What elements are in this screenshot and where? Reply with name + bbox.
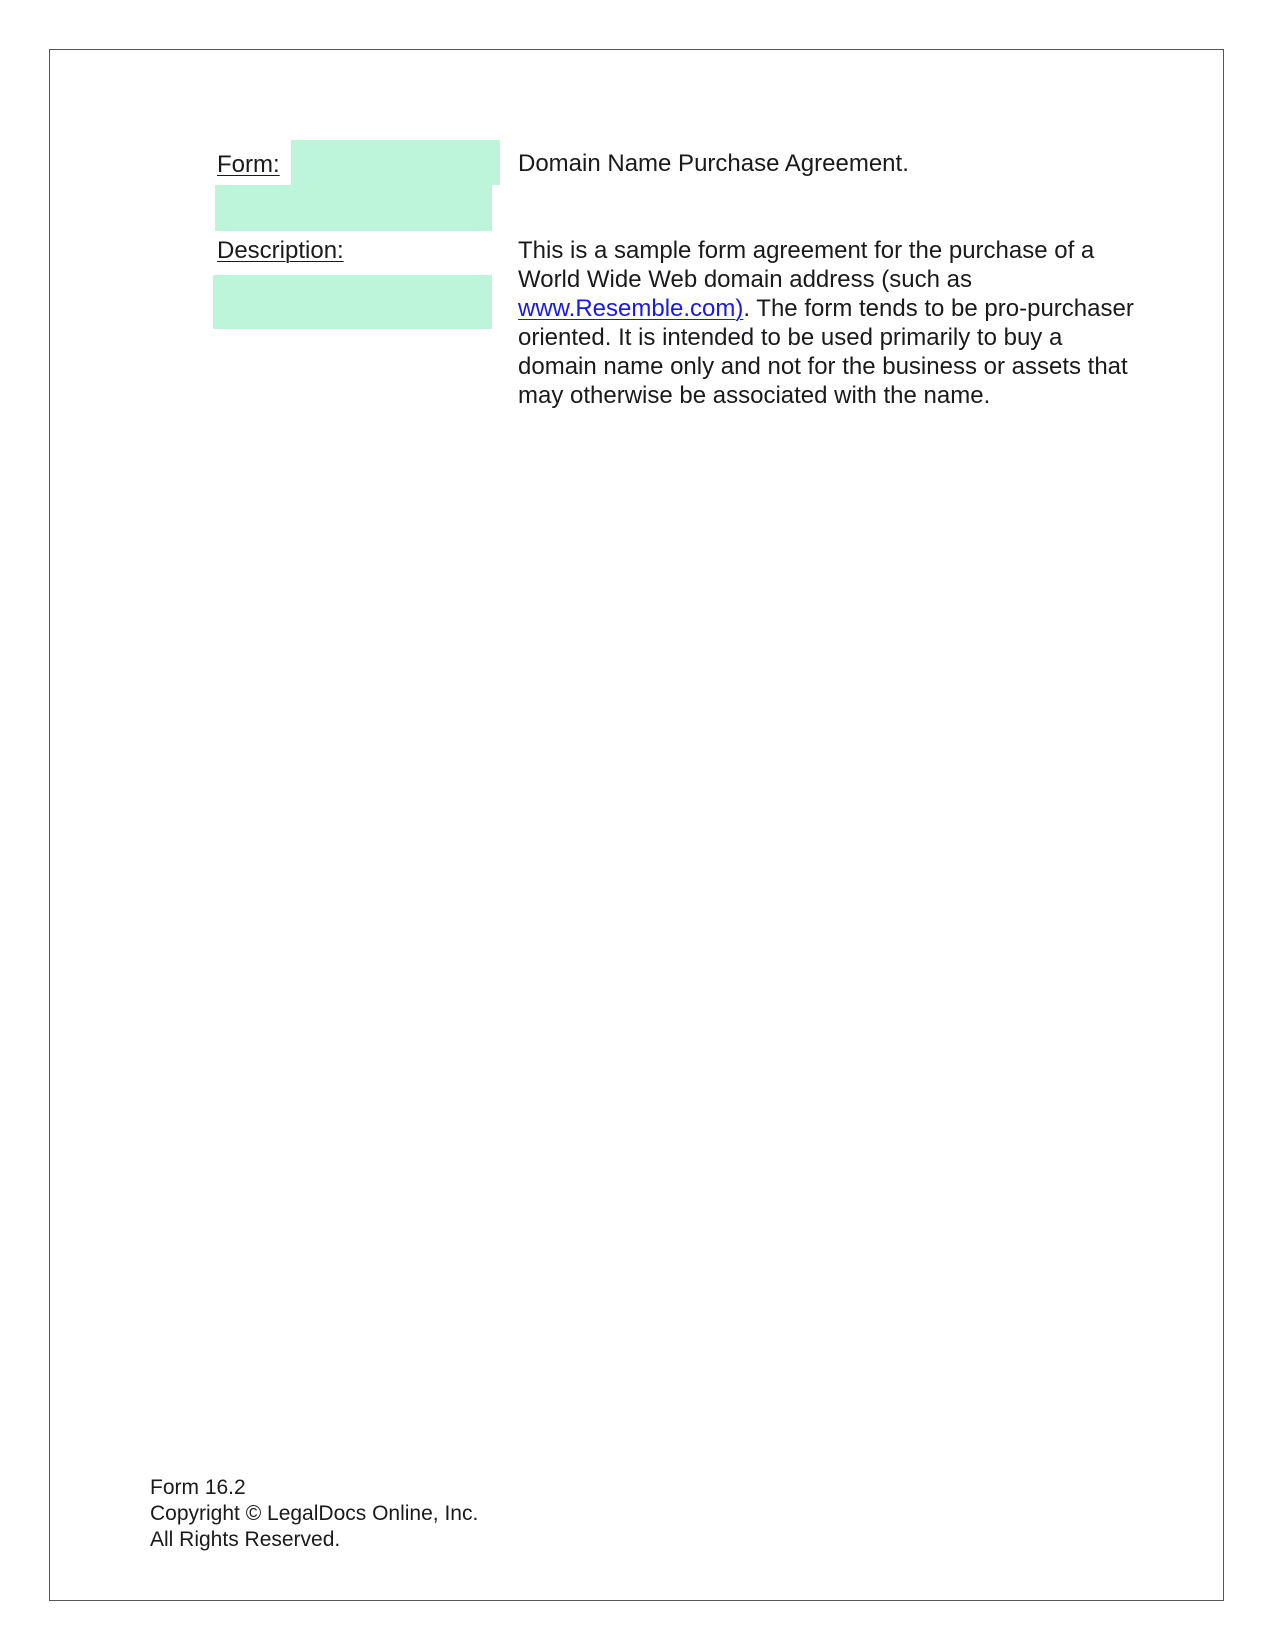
footer <box>150 1475 478 1553</box>
footer-copyright: Copyright © LegalDocs Online, Inc. <box>150 1502 479 1525</box>
form-title: Domain Name Purchase Agreement. <box>518 150 909 177</box>
form-label: Form: <box>217 151 280 178</box>
resemble-link[interactable]: www.Resemble.com) <box>518 295 744 322</box>
description-text <box>518 236 1138 410</box>
form-field-highlight-row2[interactable] <box>215 185 492 231</box>
form-field-highlight[interactable] <box>291 140 500 185</box>
description-field-highlight[interactable] <box>213 275 492 329</box>
footer-rights: All Rights Reserved. <box>150 1528 341 1551</box>
description-label: Description: <box>217 237 344 264</box>
description-text-after: . The form tends to be pro-purchaser oriented. It is intended to be used primarily to buy a domain name only and not for the business or assets that may otherwise be associated with the name. <box>518 295 1134 409</box>
description-text-before: This is a sample form agreement for the purchase of a World Wide Web domain address (such as <box>518 237 1095 293</box>
footer-form-number: Form 16.2 <box>150 1476 246 1499</box>
